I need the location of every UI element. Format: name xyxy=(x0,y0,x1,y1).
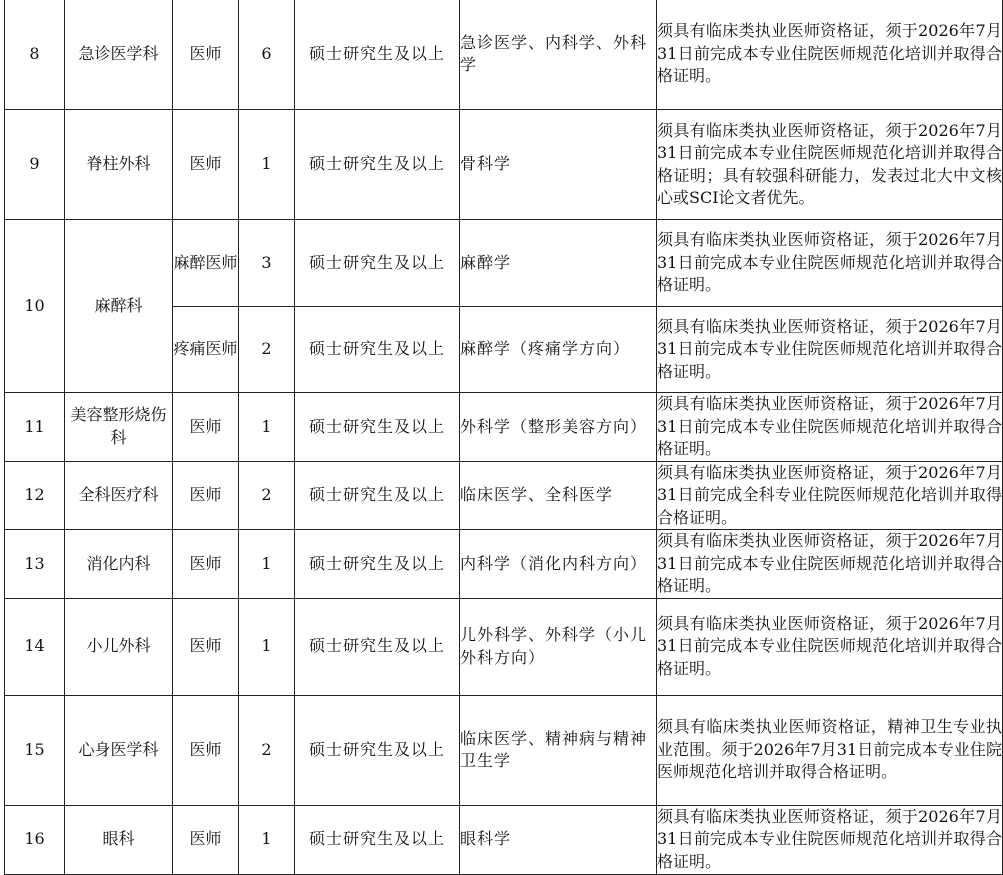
row-number: 8 xyxy=(5,0,65,110)
department-cell: 美容整形烧伤科 xyxy=(65,393,173,462)
table-row xyxy=(5,110,1003,220)
department-cell: 眼科 xyxy=(65,805,173,874)
requirement-cell xyxy=(657,695,1003,805)
headcount-cell: 1 xyxy=(239,598,295,695)
major-cell: 眼科学 xyxy=(460,805,657,874)
row-number: 10 xyxy=(5,220,65,393)
requirement-text: 须具有临床类执业医师资格证，须于2026年7月31日前完成本专业住院医师规范化培训并取得合格证明。 xyxy=(657,230,1002,295)
major-cell: 临床医学、精神病与精神卫生学 xyxy=(460,695,657,805)
requirement-cell xyxy=(657,0,1003,110)
headcount-cell: 2 xyxy=(239,695,295,805)
education-cell: 硕士研究生及以上 xyxy=(295,805,460,874)
major-cell: 急诊医学、内科学、外科学 xyxy=(460,0,657,110)
headcount-cell: 1 xyxy=(239,805,295,874)
position-cell: 医师 xyxy=(173,461,239,530)
headcount-cell: 1 xyxy=(239,530,295,599)
education-cell: 硕士研究生及以上 xyxy=(295,461,460,530)
position-cell: 医师 xyxy=(173,695,239,805)
position-cell: 医师 xyxy=(173,393,239,462)
table-row xyxy=(5,530,1003,599)
requirement-text: 须具有临床类执业医师资格证，须于2026年7月31日前完成本专业住院医师规范化培训并取得合格证明。 xyxy=(657,316,1002,381)
department-cell: 消化内科 xyxy=(65,530,173,599)
requirement-cell xyxy=(657,805,1003,874)
education-cell: 硕士研究生及以上 xyxy=(295,695,460,805)
education-cell: 硕士研究生及以上 xyxy=(295,220,460,307)
department-cell: 脊柱外科 xyxy=(65,110,173,220)
requirement-text: 须具有临床类执业医师资格证，须于2026年7月31日前完成本专业住院医师规范化培训并取得合格证明。 xyxy=(657,613,1002,678)
headcount-cell: 3 xyxy=(239,220,295,307)
headcount-cell: 6 xyxy=(239,0,295,110)
row-number: 11 xyxy=(5,393,65,462)
requirement-text: 须具有临床类执业医师资格证，须于2026年7月31日前完成本专业住院医师规范化培训并取得合格证明。 xyxy=(657,21,1002,86)
department-cell: 麻醉科 xyxy=(65,220,173,393)
position-cell: 麻醉医师 xyxy=(173,220,239,307)
major-cell: 骨科学 xyxy=(460,110,657,220)
table-row xyxy=(5,0,1003,110)
requirement-cell xyxy=(657,110,1003,220)
table-row xyxy=(5,461,1003,530)
recruitment-table xyxy=(4,0,1003,875)
position-cell: 医师 xyxy=(173,598,239,695)
requirement-cell xyxy=(657,307,1003,393)
headcount-cell: 2 xyxy=(239,307,295,393)
education-cell: 硕士研究生及以上 xyxy=(295,307,460,393)
requirement-cell xyxy=(657,530,1003,599)
major-cell: 内科学（消化内科方向） xyxy=(460,530,657,599)
major-cell: 儿外科学、外科学（小儿外科方向） xyxy=(460,598,657,695)
row-number: 9 xyxy=(5,110,65,220)
department-cell: 全科医疗科 xyxy=(65,461,173,530)
position-cell: 医师 xyxy=(173,110,239,220)
table-row xyxy=(5,805,1003,874)
education-cell: 硕士研究生及以上 xyxy=(295,530,460,599)
row-number: 14 xyxy=(5,598,65,695)
row-number: 16 xyxy=(5,805,65,874)
education-cell: 硕士研究生及以上 xyxy=(295,0,460,110)
headcount-cell: 1 xyxy=(239,393,295,462)
education-cell: 硕士研究生及以上 xyxy=(295,110,460,220)
requirement-cell xyxy=(657,393,1003,462)
table-row xyxy=(5,695,1003,805)
position-cell: 医师 xyxy=(173,0,239,110)
requirement-text: 须具有临床类执业医师资格证，须于2026年7月31日前完成本专业住院医师规范化培训并取得合格证明。 xyxy=(657,806,1002,871)
position-cell: 医师 xyxy=(173,530,239,599)
headcount-cell: 1 xyxy=(239,110,295,220)
row-number: 12 xyxy=(5,461,65,530)
requirement-text: 须具有临床类执业医师资格证，须于2026年7月31日前完成本专业住院医师规范化培训并取得合格证明；具有较强科研能力，发表过北大中文核心或SCI论文者优先。 xyxy=(657,120,1002,207)
department-cell: 心身医学科 xyxy=(65,695,173,805)
table-row xyxy=(5,220,1003,307)
major-cell: 麻醉学 xyxy=(460,220,657,307)
position-cell: 医师 xyxy=(173,805,239,874)
headcount-cell: 2 xyxy=(239,461,295,530)
table-row xyxy=(5,393,1003,462)
major-cell: 麻醉学（疼痛学方向） xyxy=(460,307,657,393)
major-cell: 临床医学、全科医学 xyxy=(460,461,657,530)
requirement-cell xyxy=(657,220,1003,307)
education-cell: 硕士研究生及以上 xyxy=(295,393,460,462)
education-cell: 硕士研究生及以上 xyxy=(295,598,460,695)
position-cell: 疼痛医师 xyxy=(173,307,239,393)
requirement-text: 须具有临床类执业医师资格证，须于2026年7月31日前完成本专业住院医师规范化培训并取得合格证明。 xyxy=(657,531,1002,595)
major-cell: 外科学（整形美容方向） xyxy=(460,393,657,462)
department-cell: 小儿外科 xyxy=(65,598,173,695)
requirement-cell xyxy=(657,598,1003,695)
table-row xyxy=(5,598,1003,695)
row-number: 13 xyxy=(5,530,65,599)
row-number: 15 xyxy=(5,695,65,805)
requirement-text: 须具有临床类执业医师资格证，须于2026年7月31日前完成全科专业住院医师规范化培训并取得合格证明。 xyxy=(657,462,1002,527)
requirement-text: 须具有临床类执业医师资格证，须于2026年7月31日前完成本专业住院医师规范化培训并取得合格证明。 xyxy=(657,394,1002,458)
department-cell: 急诊医学科 xyxy=(65,0,173,110)
requirement-cell xyxy=(657,461,1003,530)
requirement-text: 须具有临床类执业医师资格证，精神卫生专业执业范围。须于2026年7月31日前完成本专业住院医师规范化培训并取得合格证明。 xyxy=(657,717,1002,782)
